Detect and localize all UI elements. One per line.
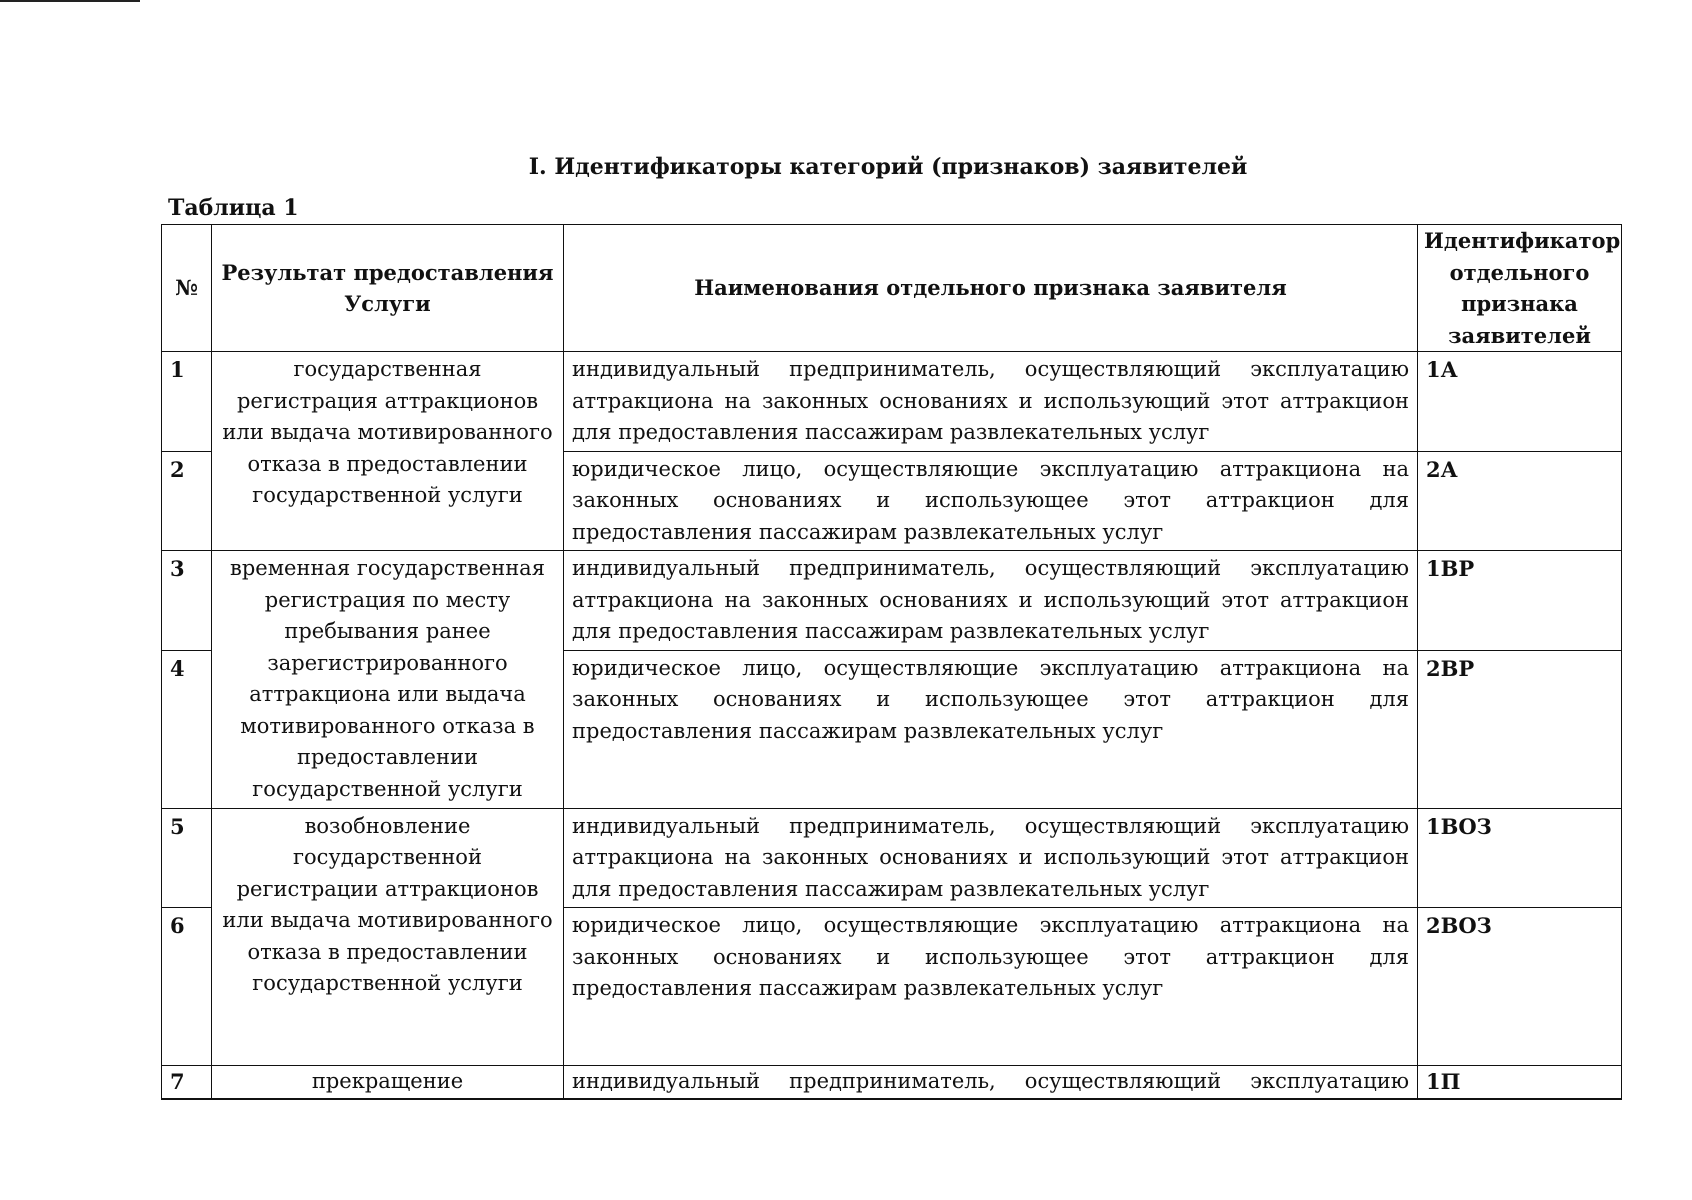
applicant-identifier: 2А xyxy=(1418,451,1622,551)
applicant-identifier: 1П xyxy=(1418,1066,1622,1099)
header-number: № xyxy=(162,225,212,352)
result-cell: прекращение xyxy=(212,1066,564,1099)
applicant-description: юридическое лицо, осуществляющие эксплуатацию аттракциона на законных основаниях и использующее этот аттракцион для предоставления пассажирам развлекательных услуг xyxy=(564,650,1418,808)
applicant-description: юридическое лицо, осуществляющие эксплуатацию аттракциона на законных основаниях и использующее этот аттракцион для предоставления пассажирам развлекательных услуг xyxy=(564,908,1418,1066)
document-title: I. Идентификаторы категорий (признаков) заявителей xyxy=(528,154,1248,180)
applicant-identifier: 2ВР xyxy=(1418,650,1622,808)
result-cell: государственная регистрация аттракционов или выдача мотивированного отказа в предоставлении государственной услуги xyxy=(212,352,564,551)
table-header-row xyxy=(162,225,1622,352)
table-row xyxy=(162,1066,1622,1099)
header-result: Результат предоставления Услуги xyxy=(212,225,564,352)
applicant-identifier: 1А xyxy=(1418,352,1622,452)
header-description: Наименования отдельного признака заявителя xyxy=(564,225,1418,352)
row-number: 2 xyxy=(162,451,212,551)
applicant-identifier: 1ВР xyxy=(1418,551,1622,651)
table-row xyxy=(162,551,1622,651)
row-number: 3 xyxy=(162,551,212,651)
applicant-identifier: 1ВОЗ xyxy=(1418,808,1622,908)
applicant-description: индивидуальный предприниматель, осуществляющий эксплуатацию аттракциона на законных основаниях и использующий этот аттракцион для предоставления пассажирам развлекательных услуг xyxy=(564,551,1418,651)
row-number: 5 xyxy=(162,808,212,908)
top-rule xyxy=(0,0,140,2)
table-caption: Таблица 1 xyxy=(168,195,299,221)
applicant-description: юридическое лицо, осуществляющие эксплуатацию аттракциона на законных основаниях и использующее этот аттракцион для предоставления пассажирам развлекательных услуг xyxy=(564,451,1418,551)
row-number: 1 xyxy=(162,352,212,452)
table-row xyxy=(162,808,1622,908)
row-number: 6 xyxy=(162,908,212,1066)
result-cell: временная государственная регистрация по месту пребывания ранее зарегистрированного аттракциона или выдача мотивированного отказа в предоставлении государственной услуги xyxy=(212,551,564,809)
result-cell: возобновление государственной регистрации аттракционов или выдача мотивированного отказа в предоставлении государственной услуги xyxy=(212,808,564,1066)
header-identifier: Идентификатор отдельного признака заявителей xyxy=(1418,225,1622,352)
row-number: 7 xyxy=(162,1066,212,1099)
applicant-description: индивидуальный предприниматель, осуществляющий эксплуатацию xyxy=(564,1066,1418,1099)
applicant-description: индивидуальный предприниматель, осуществляющий эксплуатацию аттракциона на законных основаниях и использующий этот аттракцион для предоставления пассажирам развлекательных услуг xyxy=(564,352,1418,452)
applicant-identifier: 2ВОЗ xyxy=(1418,908,1622,1066)
table-row xyxy=(162,352,1622,452)
row-number: 4 xyxy=(162,650,212,808)
applicant-categories-table xyxy=(161,224,1622,1100)
applicant-description: индивидуальный предприниматель, осуществляющий эксплуатацию аттракциона на законных основаниях и использующий этот аттракцион для предоставления пассажирам развлекательных услуг xyxy=(564,808,1418,908)
